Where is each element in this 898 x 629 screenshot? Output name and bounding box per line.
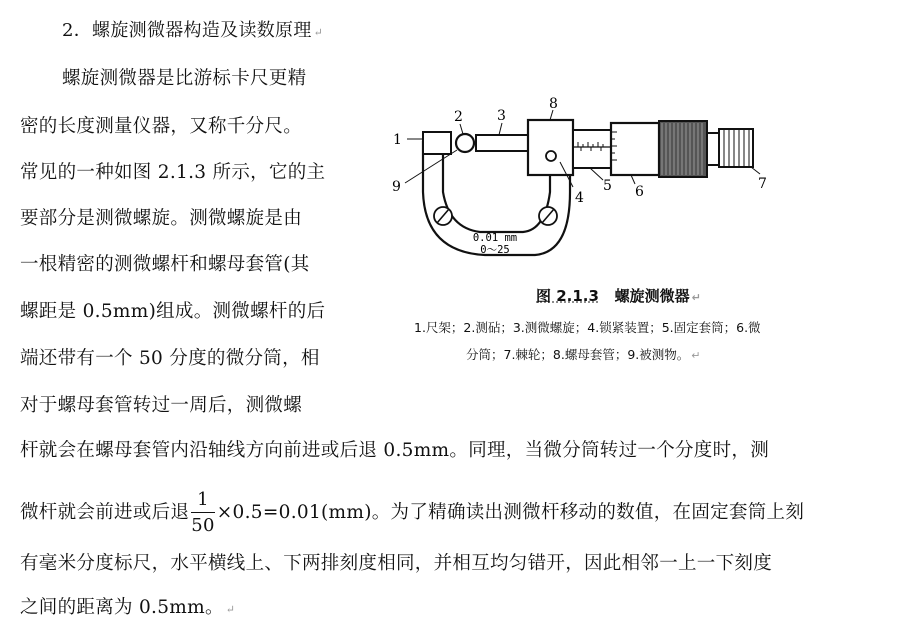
frame-text-2: 0～25 <box>480 244 510 256</box>
thimble <box>611 123 659 175</box>
body-line-12: 之间的距离为 0.5mm。 ↵ <box>20 597 236 618</box>
body-line-6: 螺距是 0.5mm)组成。测微螺杆的后 <box>20 301 326 322</box>
body-line-10-start: 微杆就会前进或后退 <box>20 501 190 523</box>
spindle <box>476 135 528 151</box>
section-heading: 2．螺旋测微器构造及读数原理 ↵ <box>62 20 324 41</box>
callout-7: 7 <box>758 176 767 192</box>
figure-legend-line-2: 分筒；7.棘轮；8.螺母套管；9.被测物。 ↵ <box>466 347 701 362</box>
paragraph-mark: ↵ <box>691 349 701 362</box>
frame-text-1: 0.01 mm <box>472 232 518 244</box>
callout-6: 6 <box>635 184 644 200</box>
body-line-10-end: ×0.5=0.01(mm)。为了精确读出测微杆移动的数值，在固定套筒上刻 <box>216 501 805 523</box>
fraction <box>191 490 215 536</box>
anvil <box>423 132 451 154</box>
body-line-11: 有毫米分度标尺，水平横线上、下两排刻度相同，并相互均匀错开，因此相邻一上一下刻度 <box>20 553 773 574</box>
paragraph-mark: ↵ <box>313 26 324 39</box>
nut-sleeve <box>528 120 573 175</box>
body-line-5: 一根精密的测微螺杆和螺母套管(其 <box>20 254 310 275</box>
body-line-7: 端还带有一个 50 分度的微分筒，相 <box>20 348 320 369</box>
measured-object <box>456 134 474 152</box>
callout-8: 8 <box>549 96 558 112</box>
figure-legend-line-1: 1.尺架；2.测砧；3.测微螺旋；4.锁紧装置；5.固定套筒；6.微 <box>414 320 761 335</box>
callout-4: 4 <box>575 190 584 206</box>
fixed-sleeve <box>573 130 611 168</box>
paragraph-mark: ↵ <box>225 603 236 616</box>
micrometer-figure <box>385 92 785 272</box>
body-line-10 <box>20 490 804 536</box>
figure-number: 图 2.1.3 <box>536 287 599 305</box>
ratchet-neck <box>707 133 719 165</box>
callout-3: 3 <box>497 108 506 124</box>
figure-caption <box>536 285 701 306</box>
callout-5: 5 <box>603 178 612 194</box>
body-line-3: 常见的一种如图 2.1.3 所示，它的主 <box>20 162 326 183</box>
body-line-2: 密的长度测量仪器，又称千分尺。 <box>20 116 303 137</box>
body-line-9: 杆就会在螺母套管内沿轴线方向前进或后退 0.5mm。同理，当微分筒转过一个分度时，测 <box>20 440 769 461</box>
body-line-4: 要部分是测微螺旋。测微螺旋是由 <box>20 208 303 229</box>
callout-2: 2 <box>454 109 463 125</box>
fraction-denominator: 50 <box>191 514 215 536</box>
callout-1: 1 <box>393 132 402 148</box>
fraction-numerator: 1 <box>191 490 215 513</box>
body-line-8: 对于螺母套管转过一周后，测微螺 <box>20 395 303 416</box>
lock-device <box>546 151 556 161</box>
body-line-1: 螺旋测微器是比游标卡尺更精 <box>62 68 307 89</box>
callout-9: 9 <box>392 179 401 195</box>
paragraph-mark: ↵ <box>691 291 701 304</box>
figure-title: 螺旋测微器 <box>614 287 690 305</box>
